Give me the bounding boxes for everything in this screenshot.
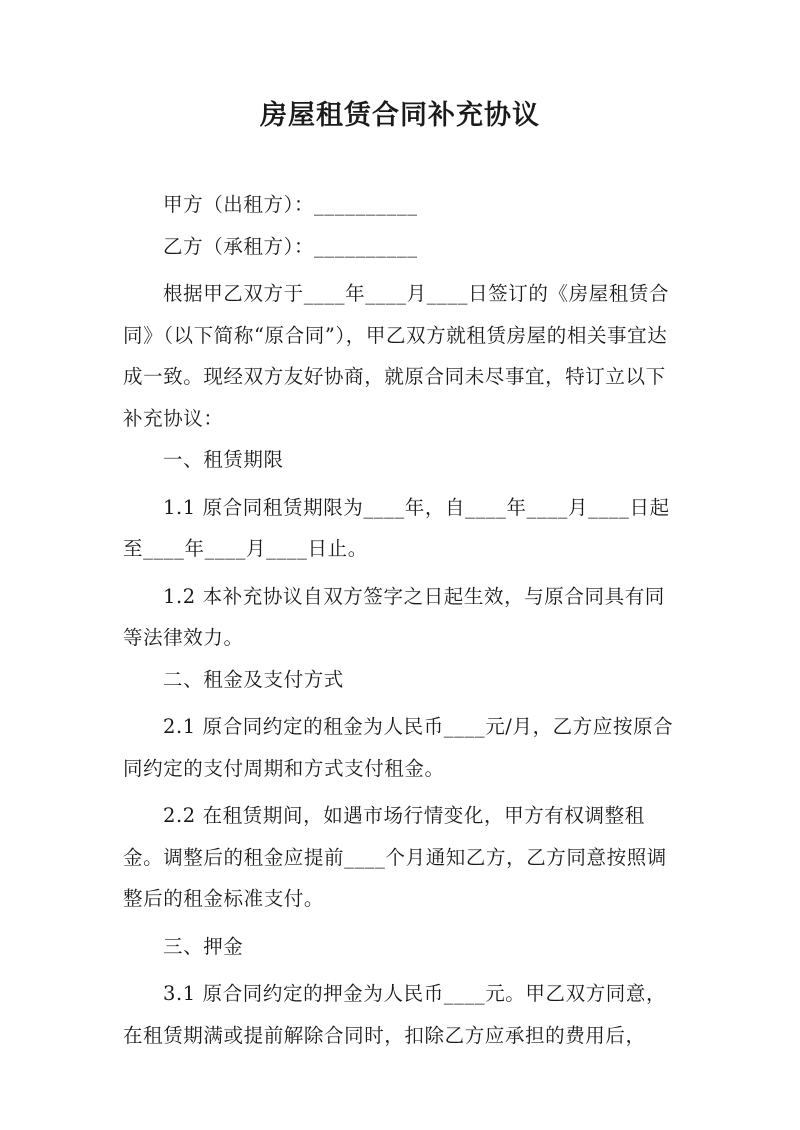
document-body <box>123 184 681 1056</box>
clause-2-1: 2.1 原合同约定的租金为人民币____元/月，乙方应按原合同约定的支付周期和方式支付租金。 <box>123 715 674 780</box>
clause-2-2: 2.2 在租赁期间，如遇市场行情变化，甲方有权调整租金。调整后的租金应提前____个月通知乙方，乙方同意按照调整后的租金标准支付。 <box>123 804 667 910</box>
document-title: 房屋租赁合同补充协议 <box>260 100 540 131</box>
section-heading-deposit: 三、押金 <box>163 934 244 958</box>
section-heading-term: 一、租赁期限 <box>163 448 284 471</box>
clause-1-1: 1.1 原合同租赁期限为____年，自____年____月____日起至____年____月____日止。 <box>123 495 670 560</box>
section-heading-rent: 二、租金及支付方式 <box>163 667 344 691</box>
intro-paragraph: 根据甲乙双方于____年____月____日签订的《房屋租赁合同》（以下简称“原合同”），甲乙双方就租赁房屋的相关事宜达成一致。现经双方友好协商，就原合同未尽事宜，特订立以下补充协议： <box>123 282 670 430</box>
clause-1-2: 1.2 本补充协议自双方签字之日起生效，与原合同具有同等法律效力。 <box>123 584 665 649</box>
party-b-line: 乙方（承租方）：__________ <box>163 234 418 258</box>
clause-3-1: 3.1 原合同约定的押金为人民币____元。甲乙双方同意，在租赁期满或提前解除合同时，扣除乙方应承担的费用后， <box>123 982 667 1047</box>
party-a-line: 甲方（出租方）：__________ <box>163 193 418 216</box>
